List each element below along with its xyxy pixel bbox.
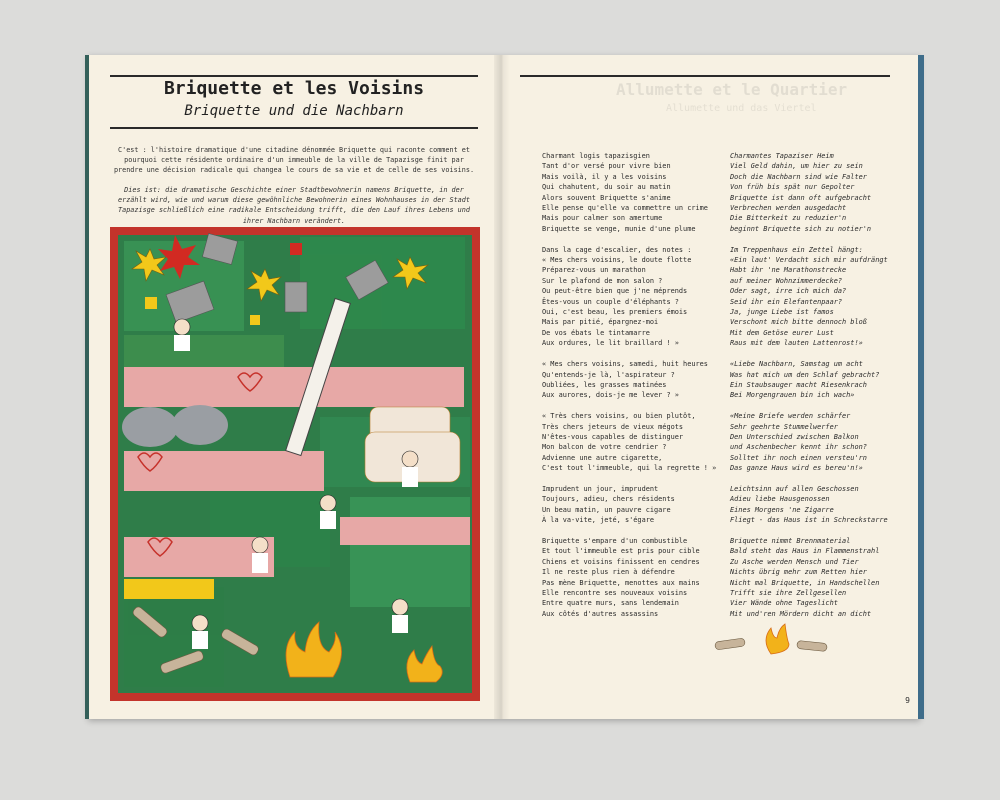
page-number: 9 bbox=[905, 696, 910, 705]
fr-stanza bbox=[542, 536, 722, 619]
subtitle-rule bbox=[110, 127, 478, 129]
de-line: Seid ihr ein Elefantenpaar? bbox=[730, 297, 843, 306]
de-stanza bbox=[730, 151, 910, 234]
poem-german bbox=[730, 151, 910, 630]
fr-stanza bbox=[542, 484, 722, 526]
de-stanza bbox=[730, 359, 910, 401]
de-line: Eines Morgens 'ne Zigarre bbox=[730, 505, 834, 514]
page-title: Briquette et les Voisins bbox=[163, 78, 425, 99]
cigar-flame-ornament bbox=[711, 620, 831, 660]
fr-line: Alors souvent Briquette s'anime bbox=[542, 193, 671, 202]
fr-line: Oui, c'est beau, les premiers émois bbox=[542, 308, 688, 317]
de-line: Zu Asche werden Mensch und Tier bbox=[730, 557, 859, 566]
de-line: Doch die Nachbarn sind wie Falter bbox=[730, 172, 867, 181]
fr-line: Aux ordures, le lit braillard ! » bbox=[542, 339, 679, 348]
de-line: Mit dem Getöse eurer Lust bbox=[730, 328, 834, 337]
de-stanza bbox=[730, 536, 910, 619]
fr-line: Imprudent un jour, imprudent bbox=[542, 484, 659, 493]
fr-line: Chiens et voisins finissent en cendres bbox=[542, 557, 700, 566]
intro-german: Dies ist: die dramatische Geschichte einer Stadtbewohnerin namens Briquette, in der erzählt wird, wie und warum diese gewöhnliche Bewohnerin eines Wohnhauses in der Stadt Tapazisge schließlich eine radikale Entscheidung trifft, die den Lauf ihres Lebens und ihrer Nachbarn verändert. bbox=[118, 186, 470, 225]
de-line: beginnt Briquette sich zu notier'n bbox=[730, 224, 872, 233]
fr-line: Êtes-vous un couple d'éléphants ? bbox=[542, 297, 679, 306]
show-through-subtitle: Allumette und das Viertel bbox=[666, 103, 817, 114]
illustration bbox=[110, 227, 480, 701]
fr-line: N'êtes-vous capables de distinguer bbox=[542, 432, 684, 441]
de-line: Mit und'ren Mördern dicht an dicht bbox=[730, 609, 872, 618]
fr-line: Ou peut-être bien que j'ne méprends bbox=[542, 287, 688, 296]
fr-line: Mais pour calmer son amertume bbox=[542, 214, 663, 223]
fr-line: Et tout l'immeuble est pris pour cible bbox=[542, 547, 700, 556]
de-line: Trifft sie ihre Zellgesellen bbox=[730, 588, 847, 597]
fr-line: Elle pense qu'elle va commettre un crime bbox=[542, 204, 708, 213]
fr-line: Qu'entends-je là, l'aspirateur ? bbox=[542, 370, 675, 379]
de-line: Solltet ihr noch einen versteu'rn bbox=[730, 453, 867, 462]
de-line: Das ganze Haus wird es bereu'n!» bbox=[730, 464, 863, 473]
poem-french bbox=[542, 151, 722, 630]
de-line: Oder sagt, irre ich mich da? bbox=[730, 287, 847, 296]
fr-line: Tant d'or versé pour vivre bien bbox=[542, 162, 671, 171]
de-line: und Aschenbecher kennt ihr schon? bbox=[730, 443, 867, 452]
fr-stanza bbox=[542, 359, 722, 401]
de-stanza bbox=[730, 484, 910, 526]
de-line: Ein Staubsauger macht Riesenkrach bbox=[730, 380, 867, 389]
fr-line: Très chers jeteurs de vieux mégots bbox=[542, 422, 684, 431]
de-line: «Liebe Nachbarn, Samstag um acht bbox=[730, 360, 863, 369]
fr-line: « Très chers voisins, ou bien plutôt, bbox=[542, 412, 696, 421]
show-through-title: Allumette et le Quartier bbox=[616, 80, 848, 99]
fr-line: Toujours, adieu, chers résidents bbox=[542, 495, 675, 504]
fr-line: Mais voilà, il y a les voisins bbox=[542, 172, 667, 181]
de-line: Fliegt - das Haus ist in Schreckstarre bbox=[730, 516, 888, 525]
fr-line: Un beau matin, un pauvre cigare bbox=[542, 505, 671, 514]
fr-line: Aux aurores, dois-je me lever ? » bbox=[542, 391, 679, 400]
de-line: Die Bitterkeit zu reduzier'n bbox=[730, 214, 847, 223]
de-line: Im Treppenhaus ein Zettel hängt: bbox=[730, 245, 863, 254]
de-line: Charmantes Tapaziser Heim bbox=[730, 152, 834, 160]
de-line: Bei Morgengrauen bin ich wach» bbox=[730, 391, 855, 400]
de-line: Von früh bis spät nur Gepolter bbox=[730, 183, 855, 192]
de-line: Raus mit dem lauten Lattenrost!» bbox=[730, 339, 863, 348]
fr-line: Oubliées, les grasses matinées bbox=[542, 380, 667, 389]
fr-line: C'est tout l'immeuble, qui la regrette ! » bbox=[542, 464, 717, 473]
fr-line: Qui chahutent, du soir au matin bbox=[542, 183, 671, 192]
fr-line: Charmant logis tapazisgien bbox=[542, 152, 650, 160]
de-line: Verschont mich bitte dennoch bloß bbox=[730, 318, 867, 327]
fr-line: Mon balcon de votre cendrier ? bbox=[542, 443, 667, 452]
top-rule-right bbox=[520, 75, 890, 77]
fr-line: À la va-vite, jeté, s'égare bbox=[542, 516, 655, 525]
de-line: Briquette nimmt Brennmaterial bbox=[730, 536, 851, 545]
left-page bbox=[88, 55, 500, 719]
de-line: auf meiner Wohnzimmerdecke? bbox=[730, 276, 843, 285]
de-line: Nichts übrig mehr zum Retten hier bbox=[730, 568, 867, 577]
fr-line: Dans la cage d'escalier, des notes : bbox=[542, 245, 692, 254]
fr-line: Entre quatre murs, sans lendemain bbox=[542, 599, 679, 608]
fr-line: « Mes chers voisins, samedi, huit heures bbox=[542, 360, 708, 369]
de-line: Was hat mich um den Schlaf gebracht? bbox=[730, 370, 880, 379]
de-stanza bbox=[730, 411, 910, 473]
de-line: Adieu liebe Hausgenossen bbox=[730, 495, 830, 504]
de-line: Verbrechen werden ausgedacht bbox=[730, 204, 847, 213]
fr-line: Aux côtés d'autres assassins bbox=[542, 609, 659, 618]
fr-line: Préparez-vous un marathon bbox=[542, 266, 646, 275]
top-rule bbox=[110, 75, 478, 77]
de-line: Ja, junge Liebe ist famos bbox=[730, 308, 834, 317]
de-line: Habt ihr 'ne Marathonstrecke bbox=[730, 266, 847, 275]
fr-line: Il ne reste plus rien à défendre bbox=[542, 568, 675, 577]
fr-line: Briquette s'empare d'un combustible bbox=[542, 536, 688, 545]
intro-french: C'est : l'histoire dramatique d'une citadine dénommée Briquette qui raconte comment et pourquoi cette résidente ordinaire d'un immeuble de la ville de Tapazisge finit par prendre une décision radicale qui changea le cours de sa vie et de celle de ses voisins. bbox=[113, 146, 475, 175]
fr-stanza bbox=[542, 151, 722, 234]
fr-line: Pas mène Briquette, menottes aux mains bbox=[542, 578, 700, 587]
fr-stanza bbox=[542, 245, 722, 349]
page-subtitle: Briquette und die Nachbarn bbox=[184, 103, 404, 119]
de-line: «Ein laut' Verdacht sich mir aufdrängt bbox=[730, 256, 888, 265]
fr-stanza bbox=[542, 411, 722, 473]
de-line: Bald steht das Haus in Flammenstrahl bbox=[730, 547, 880, 556]
de-line: Leichtsinn auf allen Geschossen bbox=[730, 484, 859, 493]
fr-line: Mais par pitié, épargnez-moi bbox=[542, 318, 659, 327]
fr-line: « Mes chers voisins, le doute flotte bbox=[542, 256, 692, 265]
fr-line: Sur le plafond de mon salon ? bbox=[542, 276, 663, 285]
fr-line: Advienne une autre cigarette, bbox=[542, 453, 663, 462]
de-line: Vier Wände ohne Tageslicht bbox=[730, 599, 838, 608]
right-page bbox=[506, 55, 920, 719]
de-line: Nicht mal Briquette, in Handschellen bbox=[730, 578, 880, 587]
de-line: Sehr geehrte Stummelwerfer bbox=[730, 422, 838, 431]
de-line: Viel Geld dahin, um hier zu sein bbox=[730, 162, 863, 171]
fr-line: Briquette se venge, munie d'une plume bbox=[542, 224, 696, 233]
de-line: Den Unterschied zwischen Balkon bbox=[730, 432, 859, 441]
de-stanza bbox=[730, 245, 910, 349]
de-line: «Meine Briefe werden schärfer bbox=[730, 412, 851, 421]
de-line: Briquette ist dann oft aufgebracht bbox=[730, 193, 872, 202]
fr-line: De vos ébats le tintamarre bbox=[542, 328, 650, 337]
fr-line: Elle rencontre ses nouveaux voisins bbox=[542, 588, 688, 597]
booklet-spread bbox=[88, 55, 920, 719]
